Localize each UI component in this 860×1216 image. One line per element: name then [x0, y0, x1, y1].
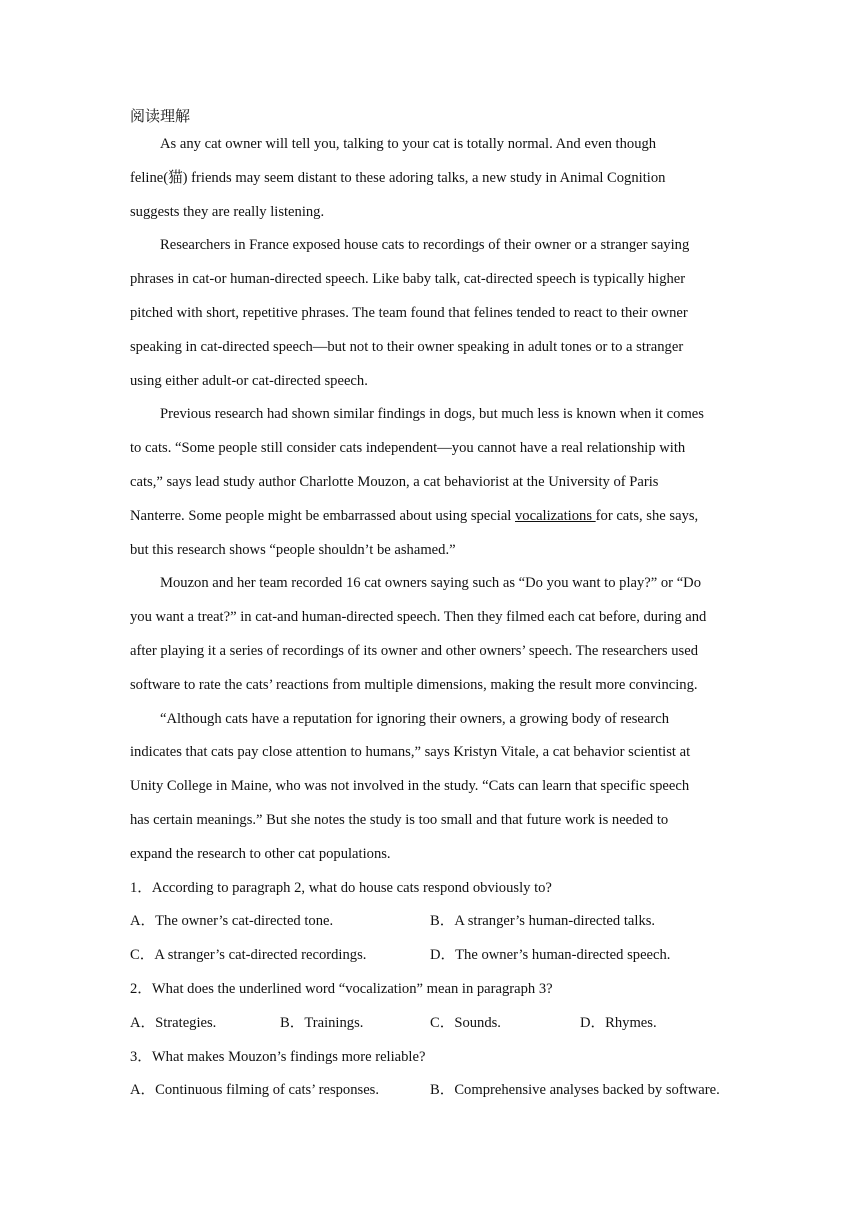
paragraph-line: cats,” says lead study author Charlotte Mouzon, a cat behaviorist at the University of Paris	[130, 474, 659, 490]
answer-option[interactable]: A．Continuous filming of cats’ responses.	[130, 1082, 380, 1098]
paragraph-line: indicates that cats pay close attention to humans,” says Kristyn Vitale, a cat behavior scientist at	[130, 744, 691, 760]
paragraph-line	[130, 506, 698, 526]
line-text: Nanterre. Some people might be embarrassed about using special	[130, 508, 515, 524]
section-title: 阅读理解	[130, 107, 191, 125]
question-stem: 3．What makes Mouzon’s findings more reliable?	[130, 1049, 426, 1065]
answer-option[interactable]: B．Comprehensive analyses backed by software.	[430, 1082, 720, 1098]
line-text: for cats, she says,	[595, 508, 699, 524]
question-stem: 2．What does the underlined word “vocalization” mean in paragraph 3?	[130, 981, 553, 997]
question-stem: 1．According to paragraph 2, what do house cats respond obviously to?	[130, 880, 552, 896]
paragraph-line: feline(猫) friends may seem distant to these adoring talks, a new study in Animal Cognition	[130, 170, 666, 186]
paragraph-line: after playing it a series of recordings of its owner and other owners’ speech. The researchers used	[130, 643, 698, 659]
paragraph-line: using either adult-or cat-directed speech.	[130, 373, 368, 389]
paragraph-line: has certain meanings.” But she notes the study is too small and that future work is needed to	[130, 812, 669, 828]
answer-option[interactable]: A．The owner’s cat-directed tone.	[130, 913, 334, 929]
paragraph-line: Unity College in Maine, who was not involved in the study. “Cats can learn that specific speech	[130, 778, 690, 794]
paragraph-line: Previous research had shown similar findings in dogs, but much less is known when it comes	[160, 406, 704, 422]
paragraph-line: Researchers in France exposed house cats to recordings of their owner or a stranger saying	[160, 237, 690, 253]
paragraph-line: expand the research to other cat populations.	[130, 846, 391, 862]
underlined-word: vocalizations	[515, 508, 596, 524]
answer-option[interactable]: D．Rhymes.	[580, 1015, 657, 1031]
answer-option[interactable]: C．A stranger’s cat-directed recordings.	[130, 947, 367, 963]
paragraph-line: you want a treat?” in cat-and human-directed speech. Then they filmed each cat before, during and	[130, 609, 707, 625]
answer-option[interactable]: C．Sounds.	[430, 1015, 501, 1031]
paragraph-line: “Although cats have a reputation for ignoring their owners, a growing body of research	[160, 711, 669, 727]
paragraph-line: but this research shows “people shouldn’t be ashamed.”	[130, 542, 456, 558]
paragraph-line: As any cat owner will tell you, talking to your cat is totally normal. And even though	[160, 136, 657, 152]
paragraph-line: software to rate the cats’ reactions from multiple dimensions, making the result more convincing.	[130, 677, 698, 693]
answer-option[interactable]: B．A stranger’s human-directed talks.	[430, 913, 656, 929]
answer-option[interactable]: A．Strategies.	[130, 1015, 217, 1031]
paragraph-line: to cats. “Some people still consider cats independent—you cannot have a real relationship with	[130, 440, 686, 456]
paragraph-line: speaking in cat-directed speech—but not to their owner speaking in adult tones or to a stranger	[130, 339, 684, 355]
answer-option[interactable]: D．The owner’s human-directed speech.	[430, 947, 671, 963]
paragraph-line: phrases in cat-or human-directed speech. Like baby talk, cat-directed speech is typically higher	[130, 271, 686, 287]
paragraph-line: pitched with short, repetitive phrases. The team found that felines tended to react to their owner	[130, 305, 688, 321]
paragraph-line: Mouzon and her team recorded 16 cat owners saying such as “Do you want to play?” or “Do	[160, 575, 702, 591]
answer-option[interactable]: B．Trainings.	[280, 1015, 364, 1031]
paragraph-line: suggests they are really listening.	[130, 204, 325, 220]
